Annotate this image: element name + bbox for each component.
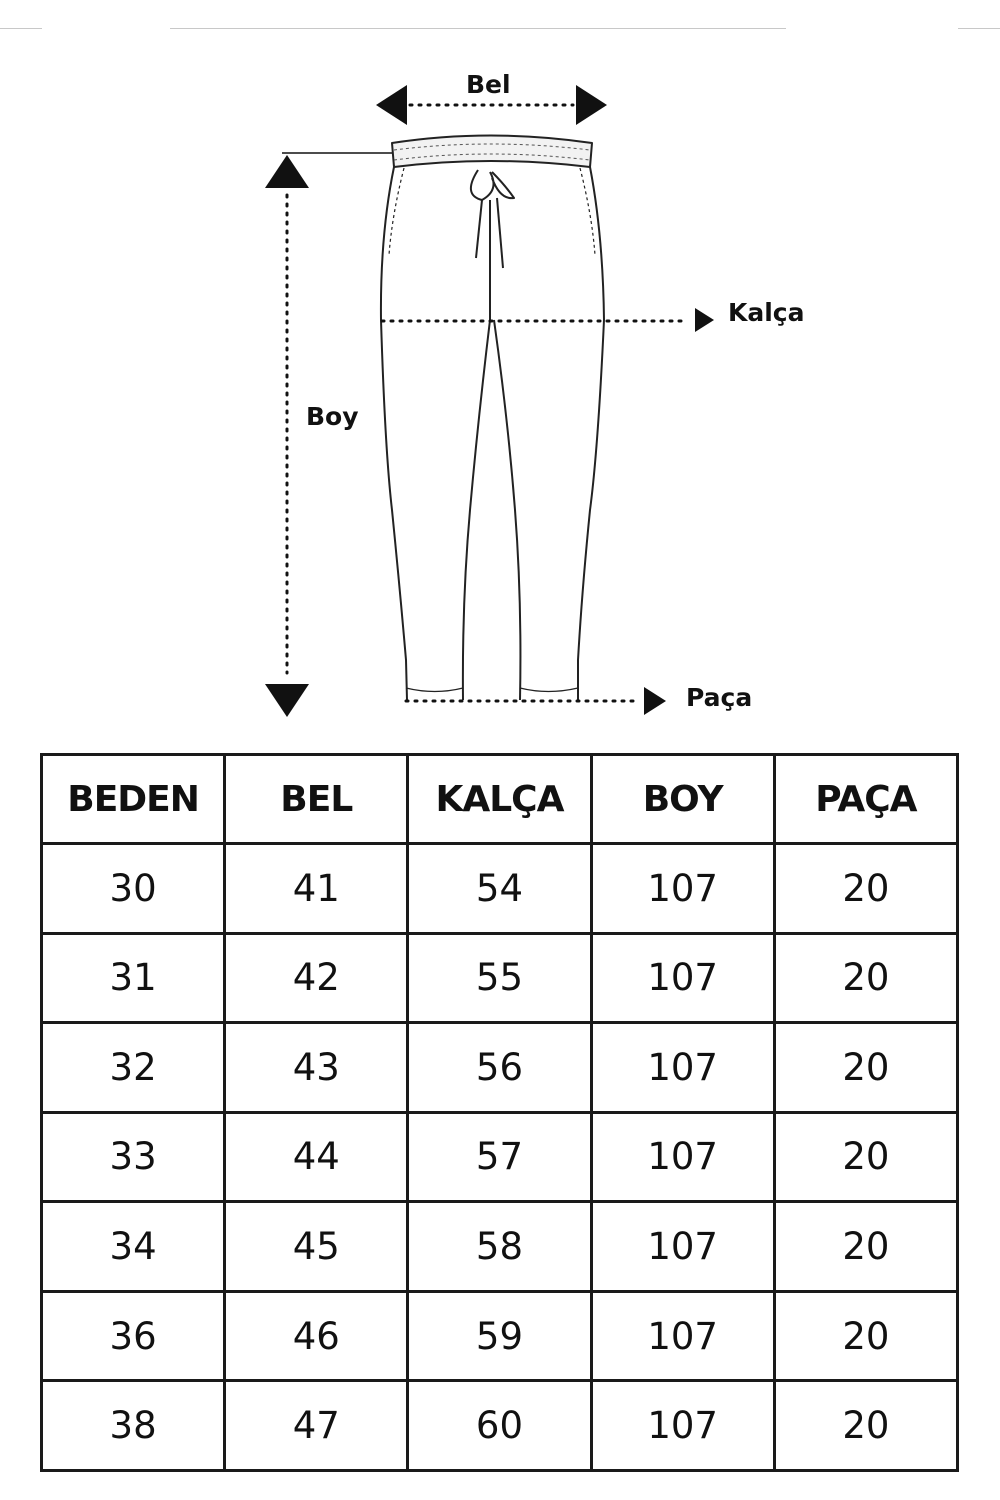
cell-paca: 20 <box>774 1023 957 1113</box>
cell-paca: 20 <box>774 933 957 1023</box>
cell-bel: 41 <box>225 844 408 934</box>
table-row <box>42 933 958 1023</box>
table-row <box>42 1023 958 1113</box>
cell-beden: 32 <box>42 1023 225 1113</box>
cell-boy: 107 <box>591 1202 774 1292</box>
label-length: Boy <box>306 402 359 431</box>
arrow-up-icon <box>265 155 309 188</box>
pants-measurement-diagram <box>0 0 1000 740</box>
cell-bel: 42 <box>225 933 408 1023</box>
label-hem: Paça <box>686 683 753 712</box>
cell-boy: 107 <box>591 933 774 1023</box>
label-waist: Bel <box>466 70 511 99</box>
cell-paca: 20 <box>774 1381 957 1471</box>
cell-beden: 34 <box>42 1202 225 1292</box>
cell-boy: 107 <box>591 1381 774 1471</box>
arrow-right-icon <box>576 85 607 125</box>
cell-boy: 107 <box>591 1291 774 1381</box>
table-row <box>42 1202 958 1292</box>
cell-bel: 43 <box>225 1023 408 1113</box>
cell-boy: 107 <box>591 1112 774 1202</box>
cell-boy: 107 <box>591 844 774 934</box>
label-hip: Kalça <box>728 298 805 327</box>
cell-beden: 30 <box>42 844 225 934</box>
cell-bel: 46 <box>225 1291 408 1381</box>
cell-kalca: 55 <box>408 933 591 1023</box>
header-boy: BOY <box>591 755 774 844</box>
arrow-down-icon <box>265 684 309 717</box>
cell-paca: 20 <box>774 1202 957 1292</box>
cell-kalca: 56 <box>408 1023 591 1113</box>
cell-bel: 44 <box>225 1112 408 1202</box>
cell-beden: 36 <box>42 1291 225 1381</box>
cell-beden: 31 <box>42 933 225 1023</box>
header-kalca: KALÇA <box>408 755 591 844</box>
header-bel: BEL <box>225 755 408 844</box>
cell-bel: 47 <box>225 1381 408 1471</box>
table-row <box>42 1112 958 1202</box>
cell-kalca: 54 <box>408 844 591 934</box>
cell-paca: 20 <box>774 1112 957 1202</box>
cell-boy: 107 <box>591 1023 774 1113</box>
table-row <box>42 844 958 934</box>
arrow-right-icon <box>695 308 714 332</box>
pants-outline-icon <box>381 136 604 701</box>
length-measure <box>265 153 392 717</box>
header-beden: BEDEN <box>42 755 225 844</box>
header-paca: PAÇA <box>774 755 957 844</box>
arrow-left-icon <box>376 85 407 125</box>
arrow-right-icon <box>644 687 666 715</box>
cell-paca: 20 <box>774 1291 957 1381</box>
cell-bel: 45 <box>225 1202 408 1292</box>
cell-beden: 38 <box>42 1381 225 1471</box>
size-chart-table <box>40 753 959 1472</box>
table-row <box>42 1381 958 1471</box>
hip-measure <box>382 308 714 332</box>
table-header-row <box>42 755 958 844</box>
cell-kalca: 59 <box>408 1291 591 1381</box>
table-row <box>42 1291 958 1381</box>
cell-kalca: 57 <box>408 1112 591 1202</box>
cell-kalca: 58 <box>408 1202 591 1292</box>
cell-paca: 20 <box>774 844 957 934</box>
cell-kalca: 60 <box>408 1381 591 1471</box>
cell-beden: 33 <box>42 1112 225 1202</box>
